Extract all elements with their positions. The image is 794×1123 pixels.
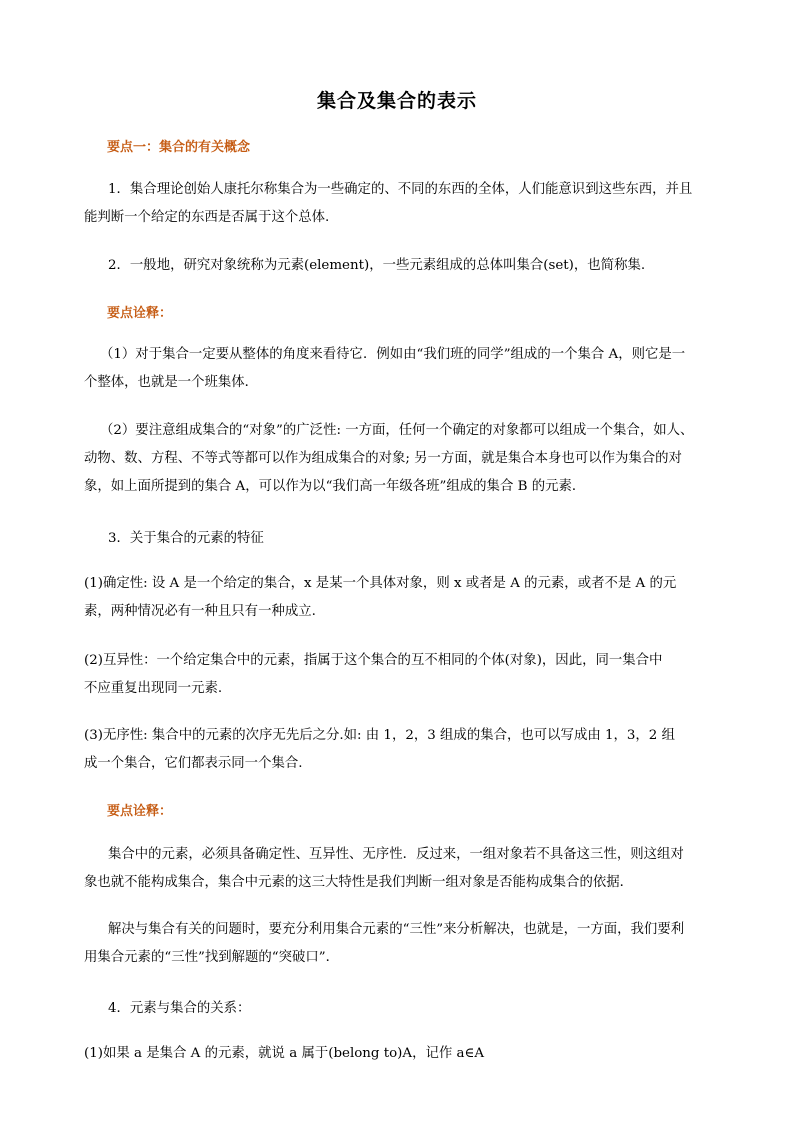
paragraph-2-line-1: 2．一般地，研究对象统称为元素(element)，一些元素组成的总体叫集合(set)，也简称集. bbox=[108, 258, 646, 273]
note-heading-1: 要点诠释： bbox=[107, 306, 173, 321]
paragraph-6-line-1: (1)确定性: 设 A 是一个给定的集合，x 是某一个具体对象，则 x 或者是 A 的元素，或者不是 A 的元 bbox=[84, 576, 677, 591]
paragraph-3 bbox=[84, 341, 712, 397]
paragraph-3-line-1: （1）对于集合一定要从整体的角度来看待它．例如由“我们班的同学”组成的一个集合 A，则它是一 bbox=[100, 347, 686, 362]
paragraph-1 bbox=[84, 176, 712, 232]
paragraph-1-line-2: 能判断一个给定的东西是否属于这个总体. bbox=[84, 210, 330, 225]
paragraph-9-line-1: 集合中的元素，必须具备确定性、互异性、无序性．反过来，一组对象若不具备这三性，则这组对 bbox=[108, 847, 684, 862]
paragraph-10 bbox=[84, 916, 712, 972]
paragraph-8 bbox=[84, 722, 712, 778]
paragraph-6-line-2: 素，两种情况必有一种且只有一种成立. bbox=[84, 604, 316, 619]
paragraph-4-line-1: （2）要注意组成集合的“对象”的广泛性: 一方面，任何一个确定的对象都可以组成一个集合，如人、 bbox=[100, 423, 694, 438]
paragraph-5 bbox=[84, 525, 712, 553]
paragraph-6 bbox=[84, 570, 712, 626]
paragraph-8-line-2: 成一个集合，它们都表示同一个集合. bbox=[84, 756, 303, 771]
paragraph-12-line-1: (1)如果 a 是集合 A 的元素，就说 a 属于(belong to)A，记作 a∈A bbox=[84, 1046, 485, 1061]
paragraph-9 bbox=[84, 841, 712, 897]
paragraph-8-line-1: (3)无序性: 集合中的元素的次序无先后之分.如: 由 1，2，3 组成的集合，也可以写成由 1，3，2 组 bbox=[84, 728, 675, 743]
paragraph-11-line-1: 4．元素与集合的关系： bbox=[108, 1001, 251, 1016]
paragraph-10-line-1: 解决与集合有关的问题时，要充分利用集合元素的“三性”来分析解决，也就是，一方面，我们要利 bbox=[108, 922, 685, 937]
paragraph-4-line-3: 象，如上面所提到的集合 A，可以作为以“我们高一年级各班”组成的集合 B 的元素． bbox=[84, 479, 586, 494]
section-heading-key-point-1: 要点一：集合的有关概念 bbox=[107, 140, 251, 155]
paragraph-11 bbox=[84, 995, 712, 1023]
paragraph-7 bbox=[84, 647, 712, 703]
document-title: 集合及集合的表示 bbox=[316, 90, 477, 112]
paragraph-7-line-2: 不应重复出现同一元素. bbox=[84, 681, 223, 696]
paragraph-10-line-2: 用集合元素的“三性”找到解题的“突破口”． bbox=[84, 950, 340, 965]
paragraph-9-line-2: 象也就不能构成集合，集合中元素的这三大特性是我们判断一组对象是否能构成集合的依据． bbox=[84, 875, 634, 890]
paragraph-3-line-2: 个整体，也就是一个班集体． bbox=[84, 375, 259, 390]
paragraph-5-line-1: 3．关于集合的元素的特征 bbox=[108, 531, 264, 546]
note-heading-2: 要点诠释： bbox=[107, 804, 173, 819]
paragraph-2 bbox=[84, 252, 712, 280]
paragraph-12 bbox=[84, 1040, 712, 1068]
paragraph-1-line-1: 1．集合理论创始人康托尔称集合为一些确定的、不同的东西的全体，人们能意识到这些东西，并且 bbox=[108, 182, 693, 197]
paragraph-4-line-2: 动物、数、方程、不等式等都可以作为组成集合的对象; 另一方面，就是集合本身也可以作为集合的对 bbox=[84, 451, 682, 466]
paragraph-7-line-1: (2)互异性：一个给定集合中的元素，指属于这个集合的互不相同的个体(对象)，因此，同一集合中 bbox=[84, 653, 663, 668]
paragraph-4 bbox=[84, 417, 712, 501]
